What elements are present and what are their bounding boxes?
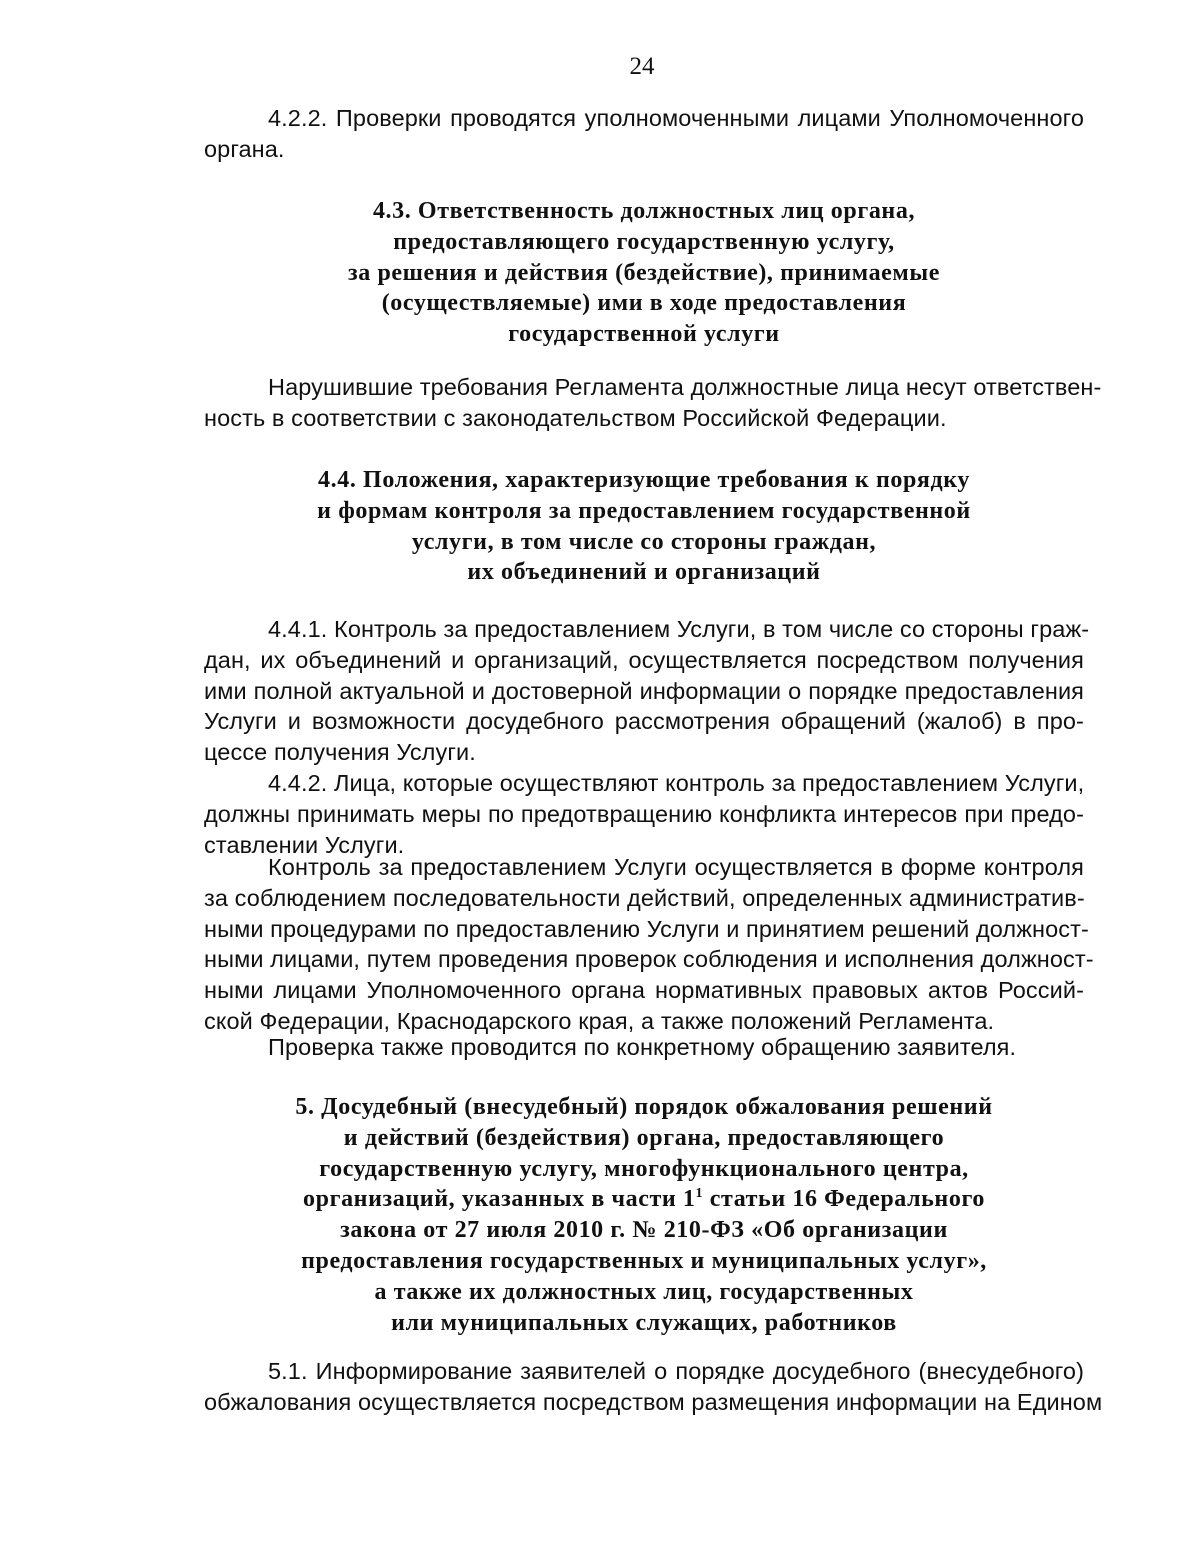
heading-line-part: организаций, указанных в части 1 — [303, 1186, 696, 1213]
superscript: 1 — [695, 1186, 704, 1202]
text-line: ными лицами, путем проведения проверок соблюдения и исполнения должност- — [204, 946, 1094, 973]
heading-line: а также их должностных лиц, государственных — [374, 1278, 914, 1305]
heading-line: за решения и действия (бездействие), принимаемые — [348, 259, 940, 286]
text-line: ставлении Услуги. — [204, 831, 405, 858]
paragraph-4-3 — [204, 372, 1102, 434]
heading-line: государственной услуги — [508, 321, 780, 348]
paragraph-4-4-1 — [204, 614, 1090, 768]
heading-line: услуги, в том числе со стороны граждан, — [411, 528, 877, 555]
text-line: 5.1. Информирование заявителей о порядке досудебного (внесудебного) — [268, 1358, 1084, 1384]
heading-line — [204, 1184, 1084, 1215]
text-line: ность в соответствии с законодательством Российской Федерации. — [204, 404, 947, 431]
text-line: обжалования осуществляется посредством размещения информации на Едином — [204, 1388, 1103, 1415]
text-line: ными процедурами по предоставлению Услуги и принятием решений должност- — [204, 915, 1089, 942]
heading-line: 4.4. Положения, характеризующие требования к порядку — [318, 467, 970, 493]
text-line: 4.2.2. Проверки проводятся уполномоченными лицами Уполномоченного — [268, 105, 1084, 131]
paragraph-5-1 — [204, 1356, 1103, 1418]
text-line: Проверка также проводится по конкретному обращению заявителя. — [268, 1034, 1017, 1060]
heading-line: закона от 27 июля 2010 г. № 210-ФЗ «Об организации — [340, 1217, 948, 1244]
heading-line: предоставляющего государственную услугу, — [393, 228, 895, 255]
text-line: 4.4.2. Лица, которые осуществляют контроль за предоставлением Услуги, — [268, 770, 1085, 796]
paragraph-check — [204, 1032, 1084, 1063]
text-line: должны принимать меры по предотвращению конфликта интересов при предо- — [204, 800, 1084, 827]
text-line: ской Федерации, Краснодарского края, а также положений Регламента. — [204, 1007, 995, 1034]
paragraph-4-4-2 — [204, 768, 1084, 860]
heading-line: (осуществляемые) ими в ходе предоставления — [381, 290, 907, 317]
text-line: ими полной актуальной и достоверной информации о порядке предоставления — [204, 677, 1084, 704]
heading-4-4 — [204, 465, 1084, 588]
heading-line: 5. Досудебный (внесудебный) порядок обжалования решений — [295, 1094, 993, 1120]
text-line: 4.4.1. Контроль за предоставлением Услуги, в том числе со стороны граж- — [268, 616, 1090, 642]
heading-line: их объединений и организаций — [467, 559, 821, 586]
heading-line: государственную услугу, многофункционального центра, — [319, 1155, 969, 1182]
paragraph-4-2-2 — [204, 103, 1084, 165]
text-line: за соблюдением последовательности действий, определенных административ- — [204, 884, 1085, 911]
heading-line: и действий (бездействия) органа, предоставляющего — [343, 1124, 945, 1151]
paragraph-control — [204, 852, 1094, 1037]
heading-4-3 — [204, 196, 1084, 350]
heading-5 — [204, 1092, 1084, 1338]
heading-line-part: статьи 16 Федерального — [703, 1186, 985, 1213]
page-number: 24 — [629, 53, 655, 80]
text-line: Контроль за предоставлением Услуги осуществляется в форме контроля — [268, 854, 1084, 880]
text-line: органа. — [204, 135, 285, 162]
heading-line: или муниципальных служащих, работников — [391, 1309, 897, 1336]
text-line: ными лицами Уполномоченного органа нормативных правовых актов Россий- — [204, 977, 1084, 1004]
text-line: Нарушившие требования Регламента должностные лица несут ответствен- — [268, 374, 1102, 400]
text-line: дан, их объединений и организаций, осуществляется посредством получения — [204, 646, 1084, 673]
heading-line: 4.3. Ответственность должностных лиц органа, — [372, 198, 916, 224]
text-line: Услуги и возможности досудебного рассмотрения обращений (жалоб) в про- — [204, 708, 1084, 735]
text-line: цессе получения Услуги. — [204, 739, 476, 766]
heading-line: предоставления государственных и муниципальных услуг», — [301, 1247, 987, 1274]
heading-line: и формам контроля за предоставлением государственной — [317, 497, 971, 524]
